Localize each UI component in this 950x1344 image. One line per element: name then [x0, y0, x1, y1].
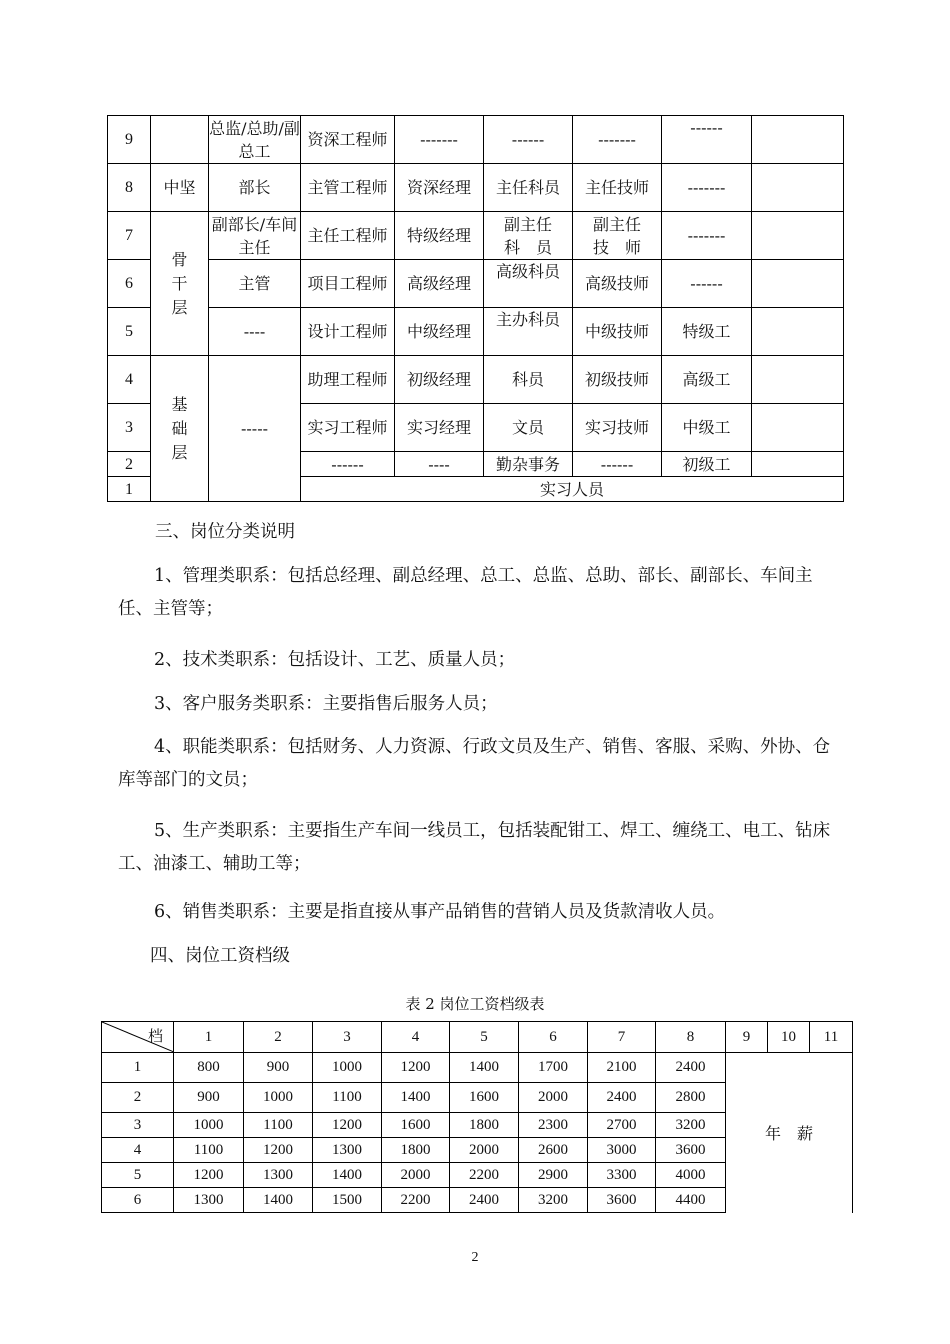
function-cell: 主办科员	[484, 308, 573, 356]
empty-cell	[752, 212, 844, 260]
column-header: 11	[810, 1022, 853, 1053]
value-cell: 3600	[656, 1138, 726, 1163]
technical-cell: 助理工程师	[301, 356, 395, 404]
production-tech-cell: 高级技师	[573, 260, 662, 308]
value-cell: 3300	[588, 1163, 656, 1188]
technical-cell: ------	[301, 452, 395, 477]
value-cell: 1400	[450, 1053, 519, 1083]
empty-cell	[752, 164, 844, 212]
empty-cell	[752, 308, 844, 356]
production-tech-cell: 中级技师	[573, 308, 662, 356]
column-header: 3	[313, 1022, 382, 1053]
value-cell: 1100	[313, 1083, 382, 1113]
diagonal-line	[102, 1022, 174, 1052]
backbone-layer-cell	[151, 212, 209, 356]
rank-cell: 6	[108, 260, 151, 308]
column-header: 7	[588, 1022, 656, 1053]
value-cell: 2200	[450, 1163, 519, 1188]
layer-cell: 中坚	[151, 164, 209, 212]
page-number: 2	[471, 1250, 479, 1265]
salary-grade-table	[101, 1021, 853, 1213]
table-row	[108, 308, 844, 356]
value-cell: 1200	[382, 1053, 450, 1083]
section-heading: 三、岗位分类说明	[155, 522, 295, 542]
header-row	[102, 1022, 853, 1053]
management-cell: 部长	[209, 164, 301, 212]
technical-cell: 项目工程师	[301, 260, 395, 308]
worker-cell: ------	[662, 260, 752, 308]
value-cell: 4000	[656, 1163, 726, 1188]
function-cell: 副主任科 员	[484, 212, 573, 260]
technical-cell: 主任工程师	[301, 212, 395, 260]
column-header: 9	[726, 1022, 768, 1053]
value-cell: 3200	[656, 1113, 726, 1138]
paragraph: 1、管理类职系：包括总经理、副总经理、总工、总监、总助、部长、副部长、车间主任、主管等；	[118, 566, 813, 619]
management-cell: 副部长/车间主任	[209, 212, 301, 260]
management-cell: -----	[209, 356, 301, 502]
value-cell: 2800	[656, 1083, 726, 1113]
rank-cell: 8	[108, 164, 151, 212]
rank-cell: 5	[108, 308, 151, 356]
value-cell: 2100	[588, 1053, 656, 1083]
value-cell: 1800	[450, 1113, 519, 1138]
rank-cell: 7	[108, 212, 151, 260]
value-cell: 1300	[244, 1163, 313, 1188]
value-cell: 1200	[313, 1113, 382, 1138]
worker-cell: -------	[662, 212, 752, 260]
column-header: 2	[244, 1022, 313, 1053]
function-cell: ------	[484, 116, 573, 164]
production-tech-cell: -------	[573, 116, 662, 164]
table-row	[108, 356, 844, 404]
production-tech-cell: 初级技师	[573, 356, 662, 404]
column-header: 4	[382, 1022, 450, 1053]
base-layer-label: 基础层	[171, 394, 188, 462]
column-header: 8	[656, 1022, 726, 1053]
position-rank-table	[107, 115, 844, 502]
value-cell: 1400	[244, 1188, 313, 1213]
value-cell: 1000	[313, 1053, 382, 1083]
column-header: 1	[174, 1022, 244, 1053]
paragraph: 4、职能类职系：包括财务、人力资源、行政文员及生产、销售、客服、采购、外协、仓库等部门的文员；	[118, 737, 831, 790]
technical-cell: 实习工程师	[301, 404, 395, 452]
column-header: 5	[450, 1022, 519, 1053]
column-header: 6	[519, 1022, 588, 1053]
service-cell: 实习经理	[395, 404, 484, 452]
rank-cell: 9	[108, 116, 151, 164]
level-cell: 3	[102, 1113, 174, 1138]
value-cell: 1500	[313, 1188, 382, 1213]
grade-corner-label: 档	[147, 1029, 163, 1045]
value-cell: 1600	[450, 1083, 519, 1113]
worker-cell: 高级工	[662, 356, 752, 404]
value-cell: 1400	[382, 1083, 450, 1113]
function-cell: 文员	[484, 404, 573, 452]
base-layer-cell	[151, 356, 209, 502]
value-cell: 3000	[588, 1138, 656, 1163]
technical-cell: 资深工程师	[301, 116, 395, 164]
function-cell: 高级科员	[484, 260, 573, 308]
value-cell: 3200	[519, 1188, 588, 1213]
empty-cell	[752, 356, 844, 404]
value-cell: 1200	[244, 1138, 313, 1163]
value-cell: 1000	[244, 1083, 313, 1113]
technical-cell: 设计工程师	[301, 308, 395, 356]
empty-cell	[752, 116, 844, 164]
management-cell: ----	[209, 308, 301, 356]
worker-cell: -------	[662, 164, 752, 212]
value-cell: 2300	[519, 1113, 588, 1138]
service-cell: 初级经理	[395, 356, 484, 404]
layer-cell	[151, 116, 209, 164]
level-cell: 5	[102, 1163, 174, 1188]
value-cell: 1000	[174, 1113, 244, 1138]
service-cell: 特级经理	[395, 212, 484, 260]
diagonal-header-cell	[102, 1022, 174, 1053]
empty-cell	[752, 452, 844, 477]
rank-cell: 1	[108, 477, 151, 502]
table-row	[108, 212, 844, 260]
service-cell: ----	[395, 452, 484, 477]
rank-cell: 2	[108, 452, 151, 477]
value-cell: 2200	[382, 1188, 450, 1213]
backbone-layer-label: 骨干层	[171, 249, 188, 317]
paragraph: 6、销售类职系：主要是指直接从事产品销售的营销人员及货款清收人员。	[154, 902, 726, 922]
column-header: 10	[768, 1022, 810, 1053]
level-cell: 4	[102, 1138, 174, 1163]
service-cell: 资深经理	[395, 164, 484, 212]
value-cell: 1300	[313, 1138, 382, 1163]
value-cell: 1600	[382, 1113, 450, 1138]
table-row	[108, 116, 844, 164]
table-row	[108, 164, 844, 212]
technical-cell: 主管工程师	[301, 164, 395, 212]
service-cell: 中级经理	[395, 308, 484, 356]
worker-cell: ------	[662, 116, 752, 164]
value-cell: 1700	[519, 1053, 588, 1083]
value-cell: 2000	[450, 1138, 519, 1163]
value-cell: 1800	[382, 1138, 450, 1163]
value-cell: 1100	[174, 1138, 244, 1163]
production-tech-cell: 实习技师	[573, 404, 662, 452]
management-cell: 主管	[209, 260, 301, 308]
worker-cell: 特级工	[662, 308, 752, 356]
table-row	[108, 260, 844, 308]
value-cell: 2000	[382, 1163, 450, 1188]
value-cell: 1400	[313, 1163, 382, 1188]
rank-cell: 3	[108, 404, 151, 452]
value-cell: 2000	[519, 1083, 588, 1113]
level-cell: 6	[102, 1188, 174, 1213]
value-cell: 1300	[174, 1188, 244, 1213]
level-cell: 2	[102, 1083, 174, 1113]
value-cell: 2400	[450, 1188, 519, 1213]
worker-cell: 中级工	[662, 404, 752, 452]
value-cell: 900	[174, 1083, 244, 1113]
rank-cell: 4	[108, 356, 151, 404]
table-row	[102, 1053, 853, 1083]
function-cell: 科员	[484, 356, 573, 404]
production-tech-cell: 副主任技 师	[573, 212, 662, 260]
service-cell: 高级经理	[395, 260, 484, 308]
empty-cell	[752, 404, 844, 452]
value-cell: 2700	[588, 1113, 656, 1138]
value-cell: 2900	[519, 1163, 588, 1188]
value-cell: 4400	[656, 1188, 726, 1213]
value-cell: 900	[244, 1053, 313, 1083]
annual-salary-label: 年 薪	[764, 1124, 813, 1144]
value-cell: 1100	[244, 1113, 313, 1138]
value-cell: 2600	[519, 1138, 588, 1163]
value-cell: 2400	[588, 1083, 656, 1113]
intern-cell: 实习人员	[301, 477, 844, 502]
function-cell: 勤杂事务	[484, 452, 573, 477]
annual-salary-cell	[726, 1053, 853, 1213]
section-heading: 四、岗位工资档级	[150, 946, 290, 966]
management-cell: 总监/总助/副总工	[209, 116, 301, 164]
level-cell: 1	[102, 1053, 174, 1083]
value-cell: 2400	[656, 1053, 726, 1083]
value-cell: 3600	[588, 1188, 656, 1213]
paragraph: 2、技术类职系：包括设计、工艺、质量人员；	[154, 650, 516, 670]
empty-cell	[752, 260, 844, 308]
production-tech-cell: 主任技师	[573, 164, 662, 212]
function-cell: 主任科员	[484, 164, 573, 212]
paragraph: 3、客户服务类职系：主要指售后服务人员；	[154, 694, 498, 714]
worker-cell: 初级工	[662, 452, 752, 477]
production-tech-cell: ------	[573, 452, 662, 477]
paragraph: 5、生产类职系：主要指生产车间一线员工，包括装配钳工、焊工、缠绕工、电工、钻床工、油漆工、辅助工等；	[118, 821, 831, 874]
service-cell: -------	[395, 116, 484, 164]
table-caption: 表 2 岗位工资档级表	[405, 995, 545, 1013]
value-cell: 800	[174, 1053, 244, 1083]
value-cell: 1200	[174, 1163, 244, 1188]
